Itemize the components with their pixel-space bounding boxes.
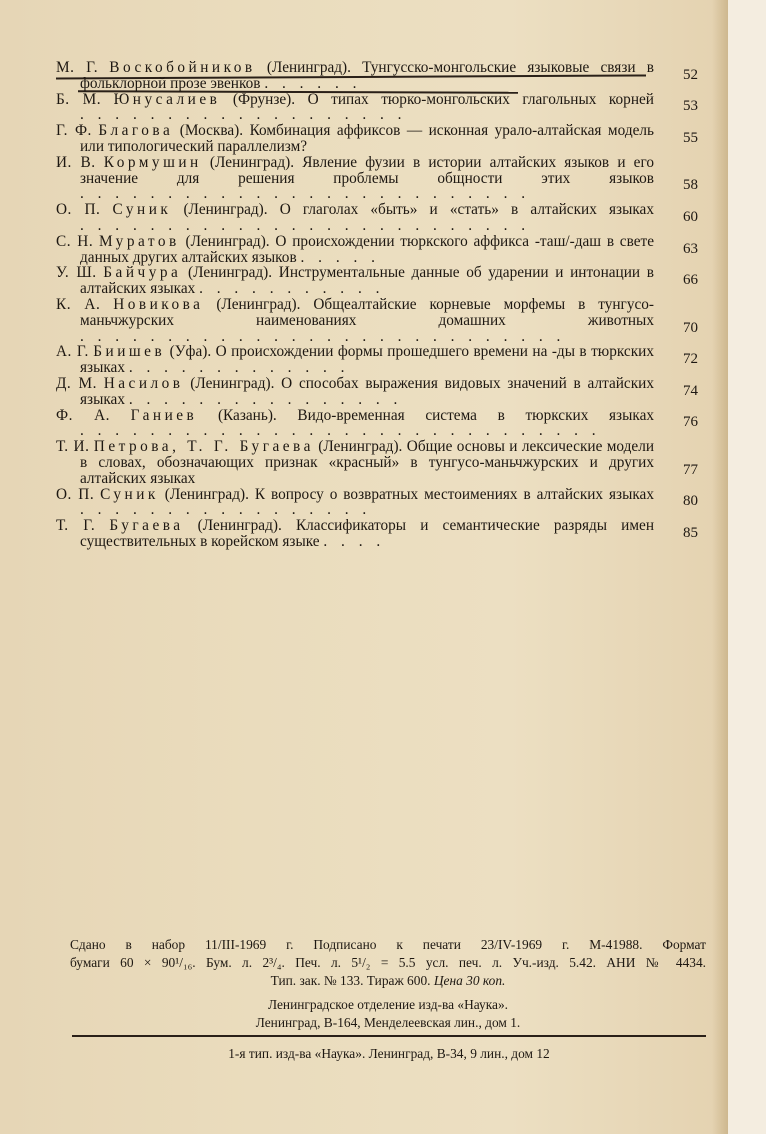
- toc-author: Муратов: [98, 232, 180, 250]
- toc-title: О происхождении тюркского аффикса -таш/-даш в свете данных других алтайских языков: [80, 232, 654, 266]
- imprint-order-line: [70, 972, 706, 990]
- toc-page-number: 55: [683, 129, 698, 146]
- toc-author: Юнусалиев: [113, 90, 221, 108]
- toc-title: О типах тюрко-монгольских глагольных корней: [307, 90, 654, 108]
- toc-initials: Т. Г.: [56, 517, 96, 535]
- toc-title: О происхождении формы прошедшего времени на -ды в тюркских языках: [80, 343, 654, 377]
- toc-author: Насилов: [103, 374, 184, 392]
- toc-city: (Ленинград).: [190, 374, 275, 392]
- toc-initials: И. В.: [56, 153, 96, 171]
- toc-entry: [56, 60, 700, 92]
- dot-leader: . . . . . . . . . . .: [199, 280, 385, 298]
- toc-initials: С. Н.: [56, 232, 94, 250]
- toc-city: (Ленинград).: [187, 264, 273, 282]
- toc-entry: [56, 439, 700, 486]
- page-edge-shadow: [712, 0, 728, 1134]
- dot-leader: . . . . . . . . . . . . . . . .: [128, 390, 403, 408]
- toc-initials: О. П.: [56, 485, 95, 503]
- toc-page-number: 63: [683, 240, 698, 257]
- toc-city: (Ленинград).: [197, 517, 282, 535]
- toc-entry: [56, 92, 700, 124]
- toc-title: К вопросу о возвратных местоимениях в алтайских языках: [254, 485, 654, 503]
- dot-leader: . . . . . . . . . . . . . . . . . . . . . . . . . . . .: [80, 327, 566, 345]
- toc-title: О глаголах «быть» и «стать» в алтайских языках: [279, 201, 654, 219]
- toc-entry: [56, 408, 700, 440]
- toc-initials: М. Г.: [56, 59, 99, 76]
- toc-page-number: 80: [683, 493, 698, 510]
- toc-author: Бугаева: [109, 517, 184, 535]
- toc-title: Видо-временная система в тюркских языках: [297, 406, 655, 424]
- toc-entry: [56, 344, 700, 376]
- toc-title: Общеалтайские корневые морфемы в тунгусо-маньчжурских наименованиях домашних животных: [80, 295, 654, 329]
- scan-margin: [728, 0, 766, 1134]
- toc-city: (Ленинград).: [266, 59, 351, 76]
- toc-author: Байчура: [103, 264, 182, 282]
- toc-city: (Москва).: [179, 122, 244, 140]
- imprint-block: [70, 936, 706, 1032]
- toc-page-number: 85: [683, 524, 698, 541]
- imprint-line: бумаги 60 × 90¹/₁₆. Бум. л. 2³/₄. Печ. л. 5¹/₂ = 5.5 усл. печ. л. Уч.-изд. 5.42. АНИ № 4434.: [70, 955, 706, 970]
- toc-title: Инструментальные данные об ударении и интонации в алтайских языках: [80, 264, 654, 298]
- printer-line: 1-я тип. изд-ва «Наука». Ленинград, В-34, 9 лин., дом 12: [228, 1046, 550, 1061]
- imprint-line: Сдано в набор 11/III-1969 г. Подписано к печати 23/IV-1969 г. М-41988. Формат: [70, 937, 706, 952]
- toc-entry: [56, 376, 700, 408]
- toc-entry: [56, 265, 700, 297]
- toc-initials: Г. Ф.: [56, 122, 92, 140]
- toc-entry: [56, 155, 700, 202]
- toc-title: Тунгусско-монгольские языковые связи в фольклорной прозе эвенков: [80, 59, 654, 92]
- toc-entry: [56, 487, 700, 519]
- toc-author: Суник: [112, 201, 172, 219]
- toc-author: Биишев: [93, 343, 166, 361]
- toc-city: (Ленинград).: [164, 485, 249, 503]
- toc-author: Ганиев: [130, 406, 198, 424]
- toc-title: Комбинация аффиксов — исконная урало-алтайская модель или типологический параллелизм?: [80, 122, 654, 155]
- toc-initials: О. П.: [56, 201, 101, 219]
- toc-title: Классификаторы и семантические разряды имен существительных в корейском языке: [80, 517, 655, 550]
- dot-leader: . . . .: [323, 532, 386, 550]
- dot-leader: . . . . .: [300, 248, 380, 266]
- divider: [72, 1035, 706, 1037]
- table-of-contents: [56, 60, 700, 550]
- toc-page-number: 58: [683, 177, 698, 194]
- toc-page-number: 77: [683, 461, 698, 478]
- toc-page-number: 66: [683, 272, 698, 289]
- toc-author: Суник: [100, 485, 159, 503]
- toc-title: Общие основы и лексические модели в словах, обозначающих признак «красный» в тунгусо-маньчжурских и других алтайских языках: [80, 438, 655, 487]
- toc-entry: [56, 234, 700, 266]
- toc-city: (Ленинград).: [209, 153, 295, 171]
- toc-initials: Т. И.: [56, 438, 90, 456]
- toc-city: (Ленинград).: [185, 232, 270, 250]
- toc-initials: К. А.: [56, 295, 101, 313]
- toc-initials: Б. М.: [56, 90, 102, 108]
- toc-page-number: 60: [683, 208, 698, 225]
- toc-initials: Д. М.: [56, 374, 97, 392]
- dot-leader: . . . . . . . . . . . . . . . . . . . . . . . . . . . . . .: [80, 422, 601, 440]
- toc-city: (Уфа).: [169, 343, 212, 361]
- toc-city: (Казань).: [217, 406, 277, 424]
- toc-initials: Ф. А.: [56, 406, 110, 424]
- dot-leader: . . . . . . . . . . . . .: [128, 359, 350, 377]
- toc-page-number: 72: [683, 351, 698, 368]
- toc-city: (Фрунзе).: [232, 90, 296, 108]
- toc-author: Благова: [98, 122, 174, 140]
- imprint-price: Цена 30 коп.: [433, 973, 506, 988]
- toc-page-number: 76: [683, 414, 698, 431]
- publisher-address: Ленинград, В-164, Менделеевская лин., дом 1.: [255, 1015, 521, 1030]
- imprint-order: Тип. зак. № 133. Тираж 600.: [270, 973, 431, 988]
- toc-entry: [56, 518, 700, 550]
- toc-page-number: 52: [683, 66, 698, 83]
- toc-title: Явление фузии в истории алтайских языков и его значение для решения проблемы общности этих языков: [80, 153, 655, 187]
- dot-leader: . . . . . . . . . . . . . . . . .: [80, 501, 372, 519]
- dot-leader: . . . . . . . . . . . . . . . . . . . . . . . . . .: [80, 216, 531, 234]
- toc-author: Кормушин: [103, 153, 202, 171]
- toc-entry: [56, 123, 700, 155]
- toc-author: Воскобойников: [109, 59, 256, 76]
- toc-page-number: 70: [683, 319, 698, 336]
- dot-leader: . . . . . .: [264, 74, 362, 92]
- toc-entry: [56, 202, 700, 234]
- toc-city: (Ленинград).: [216, 295, 301, 313]
- toc-initials: А. Г.: [56, 343, 89, 361]
- publisher-name: Ленинградское отделение изд-ва «Наука».: [267, 997, 509, 1012]
- toc-city: (Ленинград).: [318, 438, 403, 456]
- toc-author: Новикова: [113, 295, 204, 313]
- toc-title: О способах выражения видовых значений в алтайских языках: [80, 374, 654, 408]
- toc-author: Петрова, Т. Г. Бугаева: [93, 438, 314, 456]
- dot-leader: . . . . . . . . . . . . . . . . . . . . . . . . . .: [80, 185, 531, 203]
- toc-initials: У. Ш.: [56, 264, 97, 282]
- toc-city: (Ленинград).: [183, 201, 268, 219]
- toc-page-number: 74: [683, 382, 698, 399]
- toc-page-number: 53: [683, 98, 698, 115]
- dot-leader: . . . . . . . . . . . . . . . . . . .: [80, 106, 407, 124]
- toc-entry: [56, 297, 700, 344]
